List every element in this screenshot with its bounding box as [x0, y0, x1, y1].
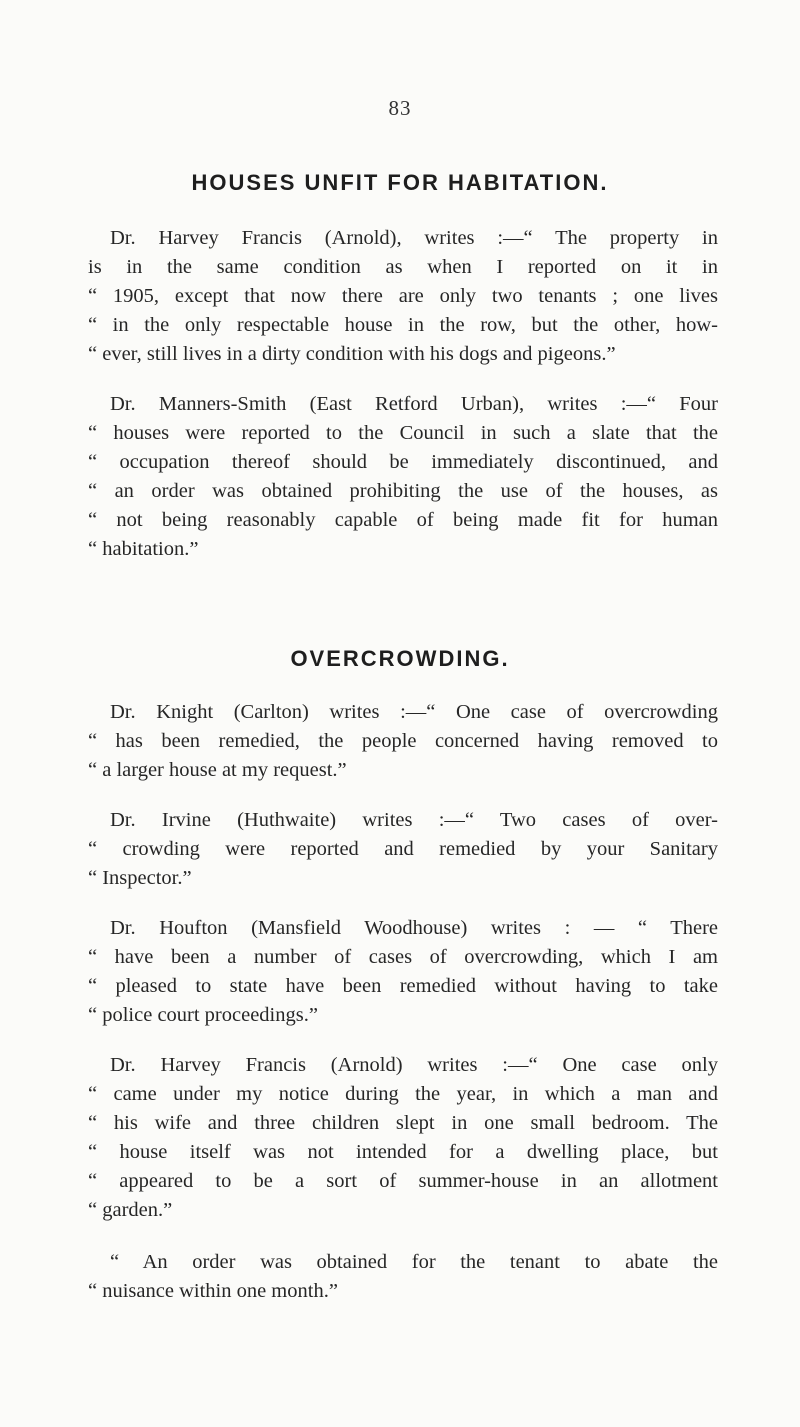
- paragraph-knight: [88, 698, 718, 785]
- text-line: “ a larger house at my request.”: [88, 759, 347, 781]
- text-line: “ An order was obtained for the tenant to abate the: [110, 1251, 718, 1273]
- text-line: Dr. Harvey Francis (Arnold), writes :—“ The property in: [110, 227, 718, 249]
- text-line: “ crowding were reported and remedied by your Sanitary: [88, 838, 718, 860]
- text-line: Dr. Manners-Smith (East Retford Urban), writes :—“ Four: [110, 393, 718, 415]
- section-heading-overcrowding: OVERCROWDING.: [290, 646, 510, 671]
- text-line: “ garden.”: [88, 1199, 173, 1221]
- text-line: “ ever, still lives in a dirty condition with his dogs and pigeons.”: [88, 343, 616, 365]
- text-line: “ not being reasonably capable of being made fit for human: [88, 509, 718, 531]
- text-line: “ nuisance within one month.”: [88, 1280, 338, 1302]
- text-line: “ 1905, except that now there are only two tenants ; one lives: [88, 285, 718, 307]
- text-line: “ occupation thereof should be immediately discontinued, and: [88, 451, 718, 473]
- text-line: “ has been remedied, the people concerned having removed to: [88, 730, 718, 752]
- text-line: “ in the only respectable house in the row, but the other, how-: [88, 314, 718, 336]
- text-line: “ houses were reported to the Council in such a slate that the: [88, 422, 718, 444]
- section-heading-houses-unfit: HOUSES UNFIT FOR HABITATION.: [191, 170, 609, 195]
- page-number: 83: [388, 96, 412, 120]
- text-line: “ police court proceedings.”: [88, 1004, 318, 1026]
- paragraph-houfton: [88, 914, 718, 1030]
- text-line: is in the same condition as when I reported on it in: [88, 256, 718, 278]
- paragraph-order-obtained: [88, 1248, 718, 1306]
- text-line: Dr. Harvey Francis (Arnold) writes :—“ One case only: [110, 1054, 718, 1076]
- text-line: “ came under my notice during the year, in which a man and: [88, 1083, 718, 1105]
- text-line: “ habitation.”: [88, 538, 199, 560]
- text-line: “ house itself was not intended for a dwelling place, but: [88, 1141, 718, 1163]
- text-line: Dr. Houfton (Mansfield Woodhouse) writes : — “ There: [110, 917, 718, 939]
- text-line: “ Inspector.”: [88, 867, 192, 889]
- text-line: “ have been a number of cases of overcrowding, which I am: [88, 946, 718, 968]
- paragraph-harvey-francis-overcrowding: [88, 1051, 718, 1225]
- text-line: “ an order was obtained prohibiting the use of the houses, as: [88, 480, 718, 502]
- text-line: Dr. Knight (Carlton) writes :—“ One case of overcrowding: [110, 701, 718, 723]
- paragraph-manners-smith: [88, 390, 718, 564]
- paragraph-harvey-francis-property: [88, 224, 718, 369]
- text-line: Dr. Irvine (Huthwaite) writes :—“ Two cases of over-: [110, 809, 718, 831]
- text-line: “ appeared to be a sort of summer-house in an allotment: [88, 1170, 718, 1192]
- text-line: “ pleased to state have been remedied without having to take: [88, 975, 718, 997]
- paragraph-irvine: [88, 806, 718, 893]
- text-line: “ his wife and three children slept in one small bedroom. The: [88, 1112, 718, 1134]
